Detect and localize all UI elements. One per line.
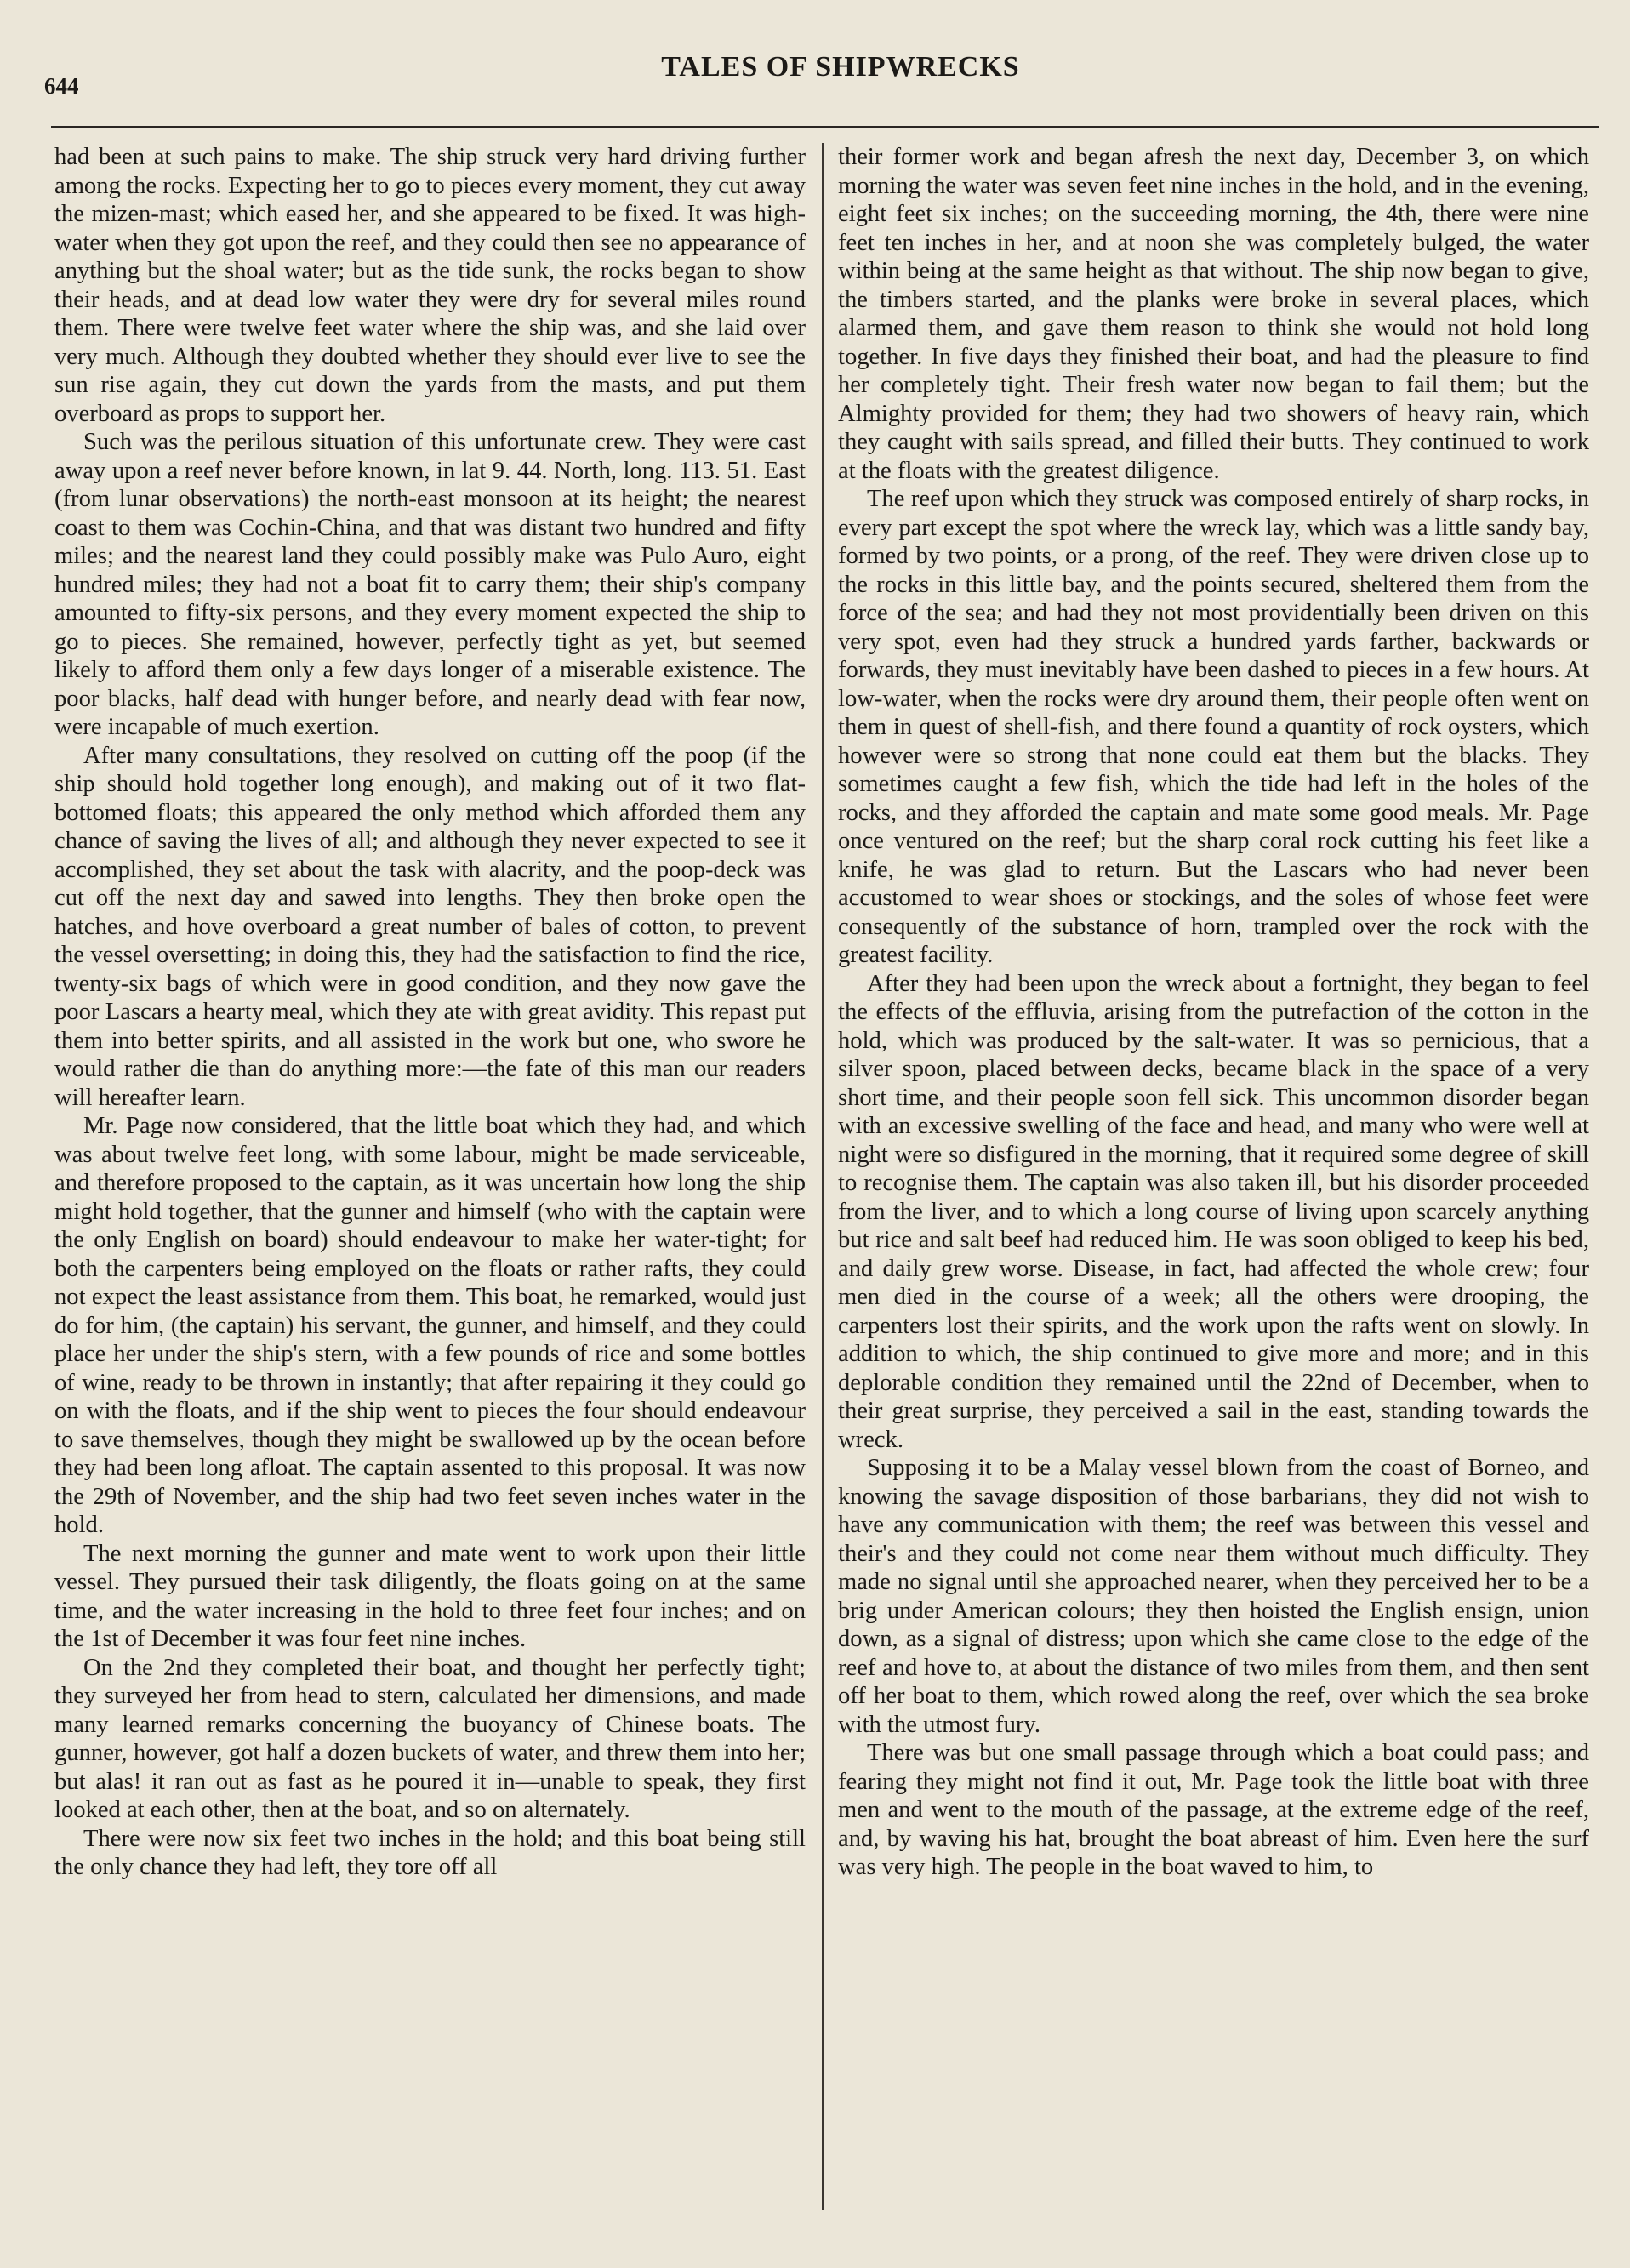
paragraph: The reef upon which they struck was composed entirely of sharp rocks, in every part except the spot where the wreck lay, which was a little sandy bay, formed by two points, or a prong, of the reef. They were driven close up to the rocks in this little bay, and the points secured, sheltered them from the force of the sea; and had they not most providentially been driven on this very spot, even had they struck a hundred yards farther, backwards or forwards, they must inevitably have been dashed to pieces in a few hours. At low-water, when the rocks were dry around them, their people often went on them in quest of shell-fish, and there found a quantity of rock oysters, which however were so strong that none could eat them but the blacks. They sometimes caught a few fish, which the tide had left in the holes of the rocks, and they afforded the captain and mate some good meals. Mr. Page once ventured on the reef; but the sharp coral rock cutting his feet like a knife, he was glad to return. But the Lascars who had never been accustomed to wear shoes or stockings, and the soles of whose feet were consequently of the substance of horn, trampled over the rock with the greatest facility. xyxy=(838,486,1589,968)
header-rule xyxy=(51,126,1599,128)
paragraph: their former work and began afresh the next day, December 3, on which morning the water was seven feet nine inches in the hold, and in the evening, eight feet six inches; on the succeeding morning, the 4th, there were nine feet ten inches in her, and at noon she was completely bulged, the water within being at the same height as that without. The ship now began to give, the timbers started, and the planks were broke in several places, which alarmed them, and gave them reason to think she would not hold long together. In five days they finished their boat, and had the pleasure to find her completely tight. Their fresh water now began to fail them; but the Almighty provided for them; they had two showers of heavy rain, which they caught with sails spread, and filled their butts. They continued to work at the floats with the greatest diligence. xyxy=(838,144,1589,484)
paragraph: After they had been upon the wreck about a fortnight, they began to feel the effects of the effluvia, arising from the putrefaction of the cotton in the hold, which was produced by the salt-water. It was so pernicious, that a silver spoon, placed between decks, became black in the space of a very short time, and their people soon fell sick. This uncommon disorder began with an excessive swelling of the face and head, and many who were well at night were so disfigured in the morning, that it required some degree of skill to recognise them. The captain was also taken ill, but his disorder proceeded from the liver, and to which a long course of living upon scarcely anything but rice and salt beef had reduced him. He was soon obliged to keep his bed, and daily grew worse. Disease, in fact, had affected the whole crew; four men died in the course of a week; all the others were drooping, the carpenters lost their spirits, and the work upon the rafts went on slowly. In addition to which, the ship continued to give more and more; and in this deplorable condition they remained until the 22nd of December, when to their great surprise, they perceived a sail in the east, standing towards the wreck. xyxy=(838,970,1589,1453)
column-divider xyxy=(822,143,824,2210)
running-title: TALES OF SHIPWRECKS xyxy=(661,51,1020,83)
paragraph: On the 2nd they completed their boat, and thought her perfectly tight; they surveyed her from head to stern, calculated her dimensions, and made many learned remarks concerning the buoyancy of Chinese boats. The gunner, however, got half a dozen buckets of water, and threw them into her; but alas! it ran out as fast as he poured it in—unable to speak, they first looked at each other, then at the boat, and so on alternately. xyxy=(54,1654,806,1823)
right-column xyxy=(838,143,1589,2236)
paragraph: After many consultations, they resolved on cutting off the poop (if the ship should hold together long enough), and making out of it two flat-bottomed floats; this appeared the only method which afforded them any chance of saving the lives of all; and although they never expected to see it accomplished, they set about the task with alacrity, and the poop-deck was cut off the next day and sawed into lengths. They then broke open the hatches, and hove overboard a great number of bales of cotton, to prevent the vessel oversetting; in doing this, they had the satisfaction to find the rice, twenty-six bags of which were in good condition, and they now gave the poor Lascars a hearty meal, which they ate with great avidity. This repast put them into better spirits, and all assisted in the work but one, who swore he would rather die than do anything more:—the fate of this man our readers will hereafter learn. xyxy=(54,742,806,1111)
paragraph: There were now six feet two inches in the hold; and this boat being still the only chance they had left, they tore off all xyxy=(54,1825,806,1880)
paragraph: Mr. Page now considered, that the little boat which they had, and which was about twelve feet long, with some labour, might be made serviceable, and therefore proposed to the captain, as it was uncertain how long the ship might hold together, that the gunner and himself (who with the captain were the only English on board) should endeavour to make her water-tight; for both the carpenters being employed on the floats or rather rafts, they could not expect the least assistance from them. This boat, he remarked, would just do for him, (the captain) his servant, the gunner, and himself, and they could place her under the ship's stern, with a few pounds of rice and some bottles of wine, ready to be thrown in instantly; that after repairing it they could go on with the floats, and if the ship went to pieces the four should endeavour to save themselves, though they might be swallowed up by the ocean before they had been long afloat. The captain assented to this proposal. It was now the 29th of November, and the ship had two feet seven inches water in the hold. xyxy=(54,1113,806,1538)
paragraph: had been at such pains to make. The ship struck very hard driving further among the rocks. Expecting her to go to pieces every moment, they cut away the mizen-mast; which eased her, and she appeared to be fixed. It was high-water when they got upon the reef, and they could then see no appearance of anything but the shoal water; but as the tide sunk, the rocks began to show their heads, and at dead low water they were dry for several miles round them. There were twelve feet water where the ship was, and she laid over very much. Although they doubted whether they should ever live to see the sun rise again, they cut down the yards from the masts, and put them overboard as props to support her. xyxy=(54,144,806,427)
paragraph: Such was the perilous situation of this unfortunate crew. They were cast away upon a reef never before known, in lat 9. 44. North, long. 113. 51. East (from lunar observations) the north-east monsoon at its height; the nearest coast to them was Cochin-China, and that was distant two hundred and fifty miles; and the nearest land they could possibly make was Pulo Auro, eight hundred miles; they had not a boat fit to carry them; their ship's company amounted to fifty-six persons, and they every moment expected the ship to go to pieces. She remained, however, perfectly tight as yet, but seemed likely to afford them only a few days longer of a miserable existence. The poor blacks, half dead with hunger before, and nearly dead with fear now, were incapable of much exertion. xyxy=(54,429,806,740)
paragraph: Supposing it to be a Malay vessel blown from the coast of Borneo, and knowing the savage disposition of those barbarians, they did not wish to have any communication with them; the reef was between this vessel and their's and they could not come near them without much difficulty. They made no signal until she approached nearer, when they perceived her to be a brig under American colours; they then hoisted the English ensign, union down, as a signal of distress; upon which she came close to the edge of the reef and hove to, at about the distance of two miles from them, and then sent off her boat to them, which rowed along the reef, over which the sea broke with the utmost fury. xyxy=(838,1455,1589,1738)
left-column xyxy=(54,143,806,2236)
paragraph: There was but one small passage through which a boat could pass; and fearing they might not find it out, Mr. Page took the little boat with three men and went to the mouth of the passage, at the extreme edge of the reef, and, by waving his hat, brought the boat abreast of him. Even here the surf was very high. The people in the boat waved to him, to xyxy=(838,1740,1589,1880)
page-number: 644 xyxy=(44,73,79,99)
paragraph: The next morning the gunner and mate went to work upon their little vessel. They pursued their task diligently, the floats going on at the same time, and the water increasing in the hold to three feet four inches; and on the 1st of December it was four feet nine inches. xyxy=(54,1540,806,1652)
